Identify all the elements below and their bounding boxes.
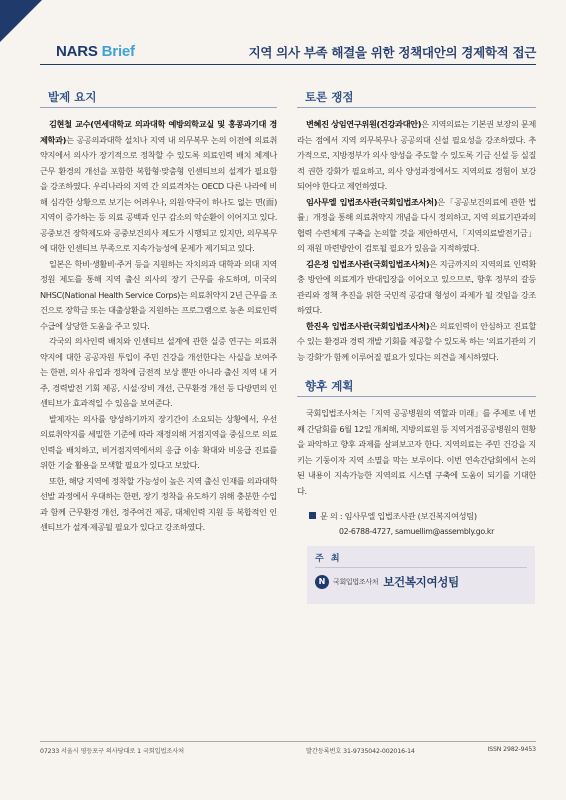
contact-line-1: 문 의 : 임사무엘 입법조사관 (보건복지여성팀) <box>320 511 477 521</box>
assembly-logo-icon: N <box>315 575 329 589</box>
brand-brief: Brief <box>101 43 135 60</box>
section-heading-discussion: 토론 쟁점 <box>297 90 536 108</box>
host-team: 보건복지여성팀 <box>383 575 459 589</box>
left-column <box>40 90 277 536</box>
speaker-name: 임사무엘 입법조사관(국회입법조사처) <box>306 196 438 207</box>
contact-line-2: 02-6788-4727, samuellim@assembly.go.kr <box>339 527 495 536</box>
paragraph <box>40 334 277 412</box>
section-heading-plan: 향후 계획 <box>297 379 536 397</box>
footer-address: 07233 서울시 영등포구 의사당대로 1 국회입법조사처 <box>40 748 185 755</box>
host-organization: 국회입법조사처 <box>333 578 379 586</box>
paragraph <box>297 319 536 366</box>
paragraph-text: 은「공공보건의료에 관한 법률」개정을 통해 의료취약지 개념을 다시 정의하고, 지역 의료기관과의 협력 수련체계 구축을 논의할 것을 제안하면서,「지역의료발전기금」의 재원 마련방안이 검토될 필요가 있음을 지적하였다. <box>297 196 536 253</box>
discussion-body <box>297 117 536 365</box>
paragraph-text: 은 지금까지의 지역의료 인력확충 방안에 의료계가 반대입장을 이어오고 있으므로, 향후 정부의 갈등관리와 정책 추진을 위한 국민적 공감대 형성이 과제가 될 것임을 강조하였다. <box>297 258 536 315</box>
paragraph <box>40 474 277 536</box>
host-row <box>315 574 527 590</box>
host-box <box>307 546 535 604</box>
footer-registration-number: 발간등록번호 31-9735042-002016-14 <box>306 748 415 755</box>
right-column <box>297 90 536 604</box>
contact-info <box>297 509 536 539</box>
paragraph <box>297 257 536 319</box>
paragraph <box>297 195 536 257</box>
square-bullet-icon <box>309 512 316 519</box>
header-divider <box>40 64 536 65</box>
speaker-name: 변혜진 상임연구위원(건강과대안) <box>306 119 422 129</box>
presentation-body <box>40 117 277 536</box>
paragraph <box>40 257 277 335</box>
speaker-name: 김은정 입법조사관(국회입법조사처) <box>306 258 430 269</box>
paragraph-text: 각국의 의사인력 배치와 인센티브 설계에 관한 실증 연구는 의료취약지에 대한 공공자원 투입이 주민 건강을 개선한다는 사실을 보여주는 한편, 의사 유입과 정착에 금전적 보상 뿐만 아니라 출신 지역 내 거주, 경력발전 기회 제공, 시설·장비 개선, 근무환경 개선 등 다방면의 인센티브가 효과적일 수 있음을 보여준다. <box>40 336 277 408</box>
paragraph <box>40 117 277 257</box>
nars-brief-logo <box>56 43 135 60</box>
paragraph-text: 는 공공의과대학 설치나 지역 내 의무복무 논의 이전에 의료취약지에서 의사가 장기적으로 정착할 수 있도록 의료인력 배치 체계나 근무 환경의 개선을 포함한 복합형·맞춤형 인센티브의 설계가 필요함을 강조하였다. 우리나라의 지역 간 의료격차는 OECD 다른 나라에 비해 심각한 상황으로 보기는 어려우나, 의원·약국이 하나도 없는 면(面) 지역이 증가하는 등 의료 공백과 인구 감소의 악순환이 이어지고 있다. 공중보건 장학제도와 공중보건의사 제도가 시행되고 있지만, 의무복무에 대한 인센티브 부족으로 지속가능성에 문제가 제기되고 있다. <box>40 134 277 253</box>
brand-nars: NARS <box>56 43 98 60</box>
speaker-name: 한진옥 입법조사관(국회입법조사처) <box>306 320 430 331</box>
paragraph <box>40 412 277 474</box>
paragraph-text: 은 의료인력이 안심하고 진료할 수 있는 환경과 경력 개발 기회를 제공할 수 있도록 하는 '의료기관의 기능 강화'가 함께 이루어질 필요가 있다는 의견을 제시하였다. <box>297 320 536 362</box>
paragraph-text: 은 지역의료는 기본권 보장의 문제라는 점에서 지역 의무복무나 공공의대 신설 필요성을 강조하였다. 추가적으로, 지방정부가 의사 양성을 주도할 수 있도록 기금 신설 등 실질적 권한 강화가 필요하고, 의사 양성과정에서도 지역의료 경험이 보강되어야 한다고 제언하였다. <box>297 119 536 191</box>
paragraph-text: 일본은 학비·생활비·주거 등을 지원하는 자치의과 대학과 의대 지역정원 제도를 통해 지역 출신 의사의 장기 근무를 유도하며, 미국의 NHSC(National Health Service Corps)는 의료취약지 2년 근무를 조건으로 장학금 또는 대출상환을 지원하는 프로그램으로 농촌 의료인력 수급에 상당한 도움을 주고 있다. <box>40 258 277 331</box>
plan-body <box>297 406 536 499</box>
paragraph <box>297 406 536 499</box>
paragraph-text: 또한, 해당 지역에 정착할 가능성이 높은 지역 출신 인재를 의과대학 선발 과정에서 우대하는 한편, 장기 정착을 유도하기 위해 충분한 수입과 함께 근무환경 개선, 정주여건 제공, 대체인력 지원 등 복합적인 인센티브가 설계·제공될 필요가 있다고 강조하였다. <box>40 475 277 532</box>
paragraph <box>297 117 536 195</box>
section-heading-presentation: 발제 요지 <box>40 90 277 108</box>
footer-issn: ISSN 2982-9453 <box>487 746 536 753</box>
host-label: 주 최 <box>315 551 527 568</box>
footer-divider <box>40 741 536 742</box>
paragraph-text: 국회입법조사처는「지역 공공병원의 역할과 미래」를 주제로 네 번째 간담회를 6월 12일 개최해, 지방의료원 등 지역거점공공병원의 현황을 파악하고 향후 과제를 살펴보고자 한다. 지역의료는 주민 건강을 지키는 기둥이자 지역 소멸을 막는 보루이다. 이번 연속간담회에서 논의된 내용이 지속가능한 지역의료 시스템 구축에 도움이 되기를 기대한다. <box>297 408 536 496</box>
document-title: 지역 의사 부족 해결을 위한 정책대안의 경제학적 접근 <box>248 45 536 60</box>
paragraph-text: 발제자는 의사를 양성하기까지 장기간이 소요되는 상황에서, 우선 의료취약지를 세밀한 기준에 따라 재정의해 거점지역을 중심으로 의료인력을 배치하고, 비거점지역에서의 응급 이송 확대와 비응급 진료를 위한 기술 활용을 모색할 필요가 있다고 보았다. <box>40 413 277 470</box>
corner-triangle-decoration <box>0 0 42 42</box>
speaker-name: 김현철 교수(연세대학교 의과대학 예방의학교실 및 홍콩과기대 경제학과) <box>40 119 277 145</box>
